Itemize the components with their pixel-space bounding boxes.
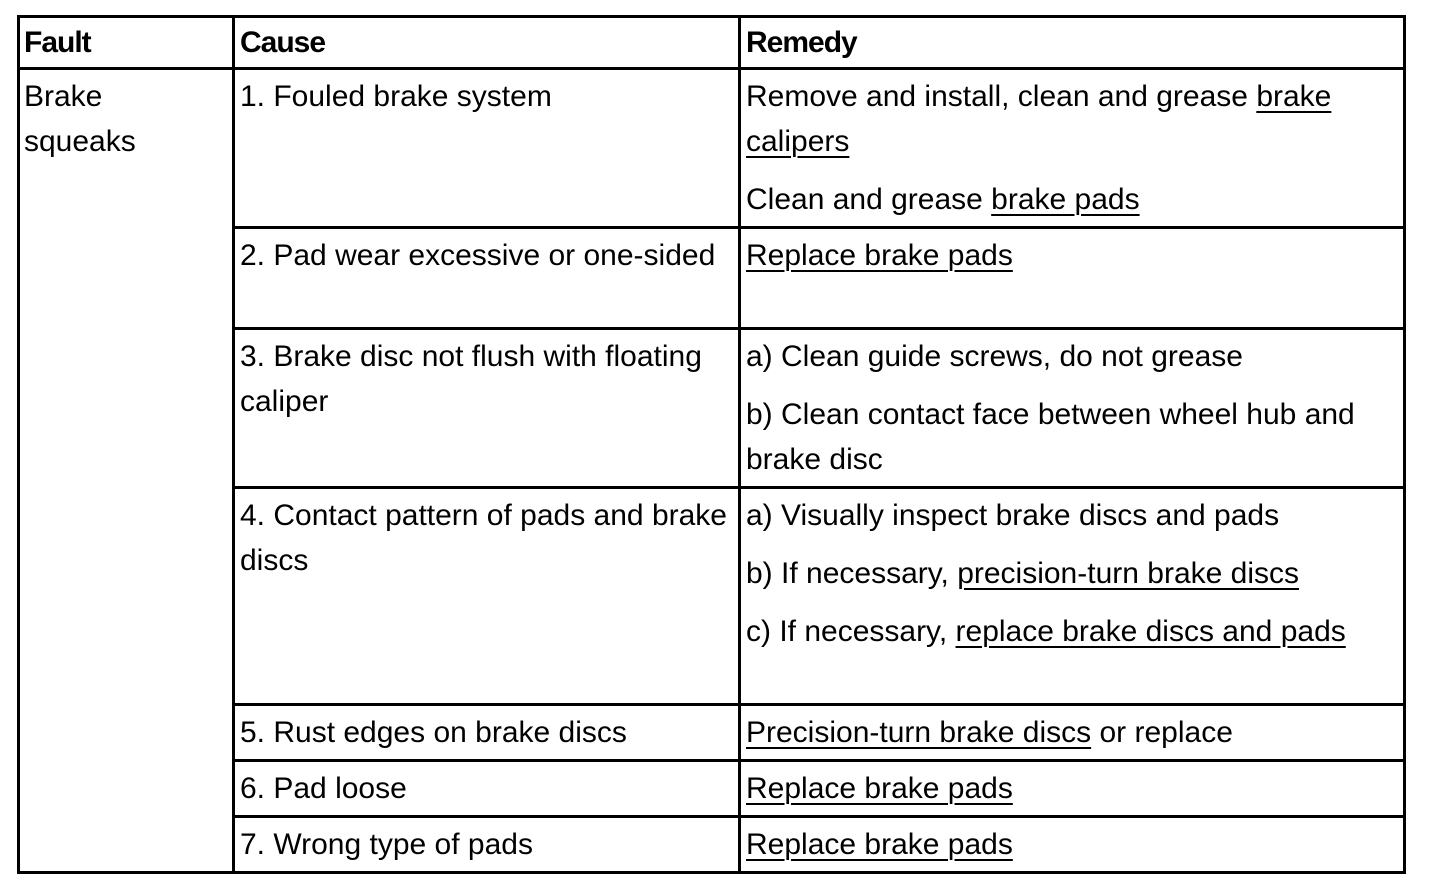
cause-cell: 4. Contact pattern of pads and brake discs <box>234 488 740 705</box>
remedy-text: b) If necessary, <box>746 557 958 590</box>
remedy-cell <box>740 817 1405 873</box>
fault-table <box>17 15 1406 874</box>
remedy-link[interactable]: Replace brake pads <box>746 772 1013 805</box>
fault-line: squeaks <box>24 125 136 158</box>
remedy-cell <box>740 705 1405 761</box>
remedy-line <box>746 233 1398 278</box>
remedy-line <box>746 609 1398 654</box>
cause-cell: 5. Rust edges on brake discs <box>234 705 740 761</box>
header-fault: Fault <box>19 17 234 69</box>
remedy-link[interactable]: brake pads <box>991 183 1140 216</box>
remedy-cell <box>740 228 1405 329</box>
cause-cell: 7. Wrong type of pads <box>234 817 740 873</box>
remedy-link[interactable]: Replace brake pads <box>746 239 1013 272</box>
header-row <box>19 17 1405 69</box>
remedy-cell <box>740 761 1405 817</box>
remedy-cell <box>740 488 1405 705</box>
remedy-link[interactable]: precision-turn brake discs <box>957 557 1299 590</box>
remedy-link[interactable]: replace brake discs and pads <box>955 615 1346 648</box>
cause-cell: 1. Fouled brake system <box>234 69 740 228</box>
remedy-text: or replace <box>1091 716 1233 749</box>
cause-cell: 2. Pad wear excessive or one-sided <box>234 228 740 329</box>
fault-line: Brake <box>24 80 103 113</box>
remedy-text: c) If necessary, <box>746 615 956 648</box>
remedy-line <box>746 766 1398 811</box>
remedy-link[interactable]: Precision-turn brake discs <box>746 716 1092 749</box>
header-cause: Cause <box>234 17 740 69</box>
remedy-line <box>746 551 1398 596</box>
remedy-line <box>746 177 1398 222</box>
remedy-link[interactable]: brake calipers <box>746 80 1332 158</box>
remedy-line: b) Clean contact face between wheel hub and brake disc <box>746 398 1355 476</box>
remedy-line: a) Clean guide screws, do not grease <box>746 340 1243 373</box>
remedy-text: Clean and grease <box>746 183 992 216</box>
remedy-text: Remove and install, clean and grease <box>746 80 1257 113</box>
remedy-cell <box>740 69 1405 228</box>
table-row <box>19 69 1405 228</box>
remedy-line <box>746 710 1398 755</box>
remedy-line <box>746 822 1398 867</box>
cause-cell: 6. Pad loose <box>234 761 740 817</box>
fault-cell <box>19 69 234 873</box>
header-remedy: Remedy <box>740 17 1405 69</box>
remedy-cell <box>740 329 1405 488</box>
remedy-line: a) Visually inspect brake discs and pads <box>746 499 1280 532</box>
remedy-link[interactable]: Replace brake pads <box>746 828 1013 861</box>
cause-cell: 3. Brake disc not flush with floating caliper <box>234 329 740 488</box>
remedy-line <box>746 74 1398 164</box>
